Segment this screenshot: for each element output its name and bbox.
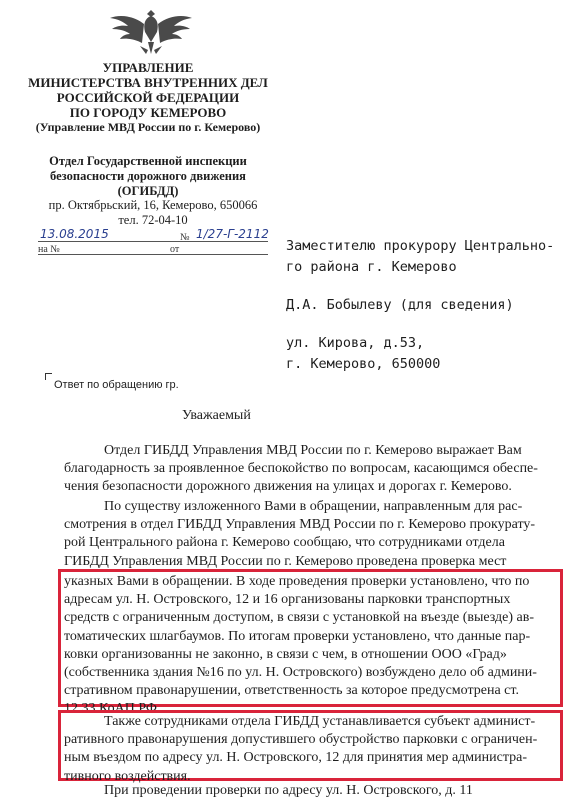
na-label: на № xyxy=(38,244,60,255)
subject-corner-mark xyxy=(45,373,52,380)
paragraph-gratitude xyxy=(64,442,554,497)
addressee-line: ул. Кирова, д.53, xyxy=(286,335,425,351)
paragraph-responsible xyxy=(64,713,554,786)
body-line: По существу изложенного Вами в обращении, направленным для рас- xyxy=(104,499,523,514)
body-line: адресам ул. Н. Островского, 12 и 16 организованы парковки транспортных xyxy=(64,592,511,608)
department-line: (ОГИБДД) xyxy=(117,184,179,198)
cutoff-line xyxy=(64,782,554,798)
body-line: ГИБДД Управления МВД России по г. Кемерово проведена проверка мест xyxy=(64,553,507,569)
department-line: Отдел Государственной инспекции xyxy=(49,154,247,168)
body-line: При проведении проверки по адресу ул. Н. Островского, д. 11 xyxy=(104,783,473,798)
addressee-line xyxy=(286,278,554,295)
body-line: чения безопасности дорожного движения на улицах и дорогах г. Кемерово. xyxy=(64,479,512,495)
body-line: стративном правонарушении, ответственность за которое предусмотрена ст. xyxy=(64,683,519,699)
body-line: ковки организованны не законно, в связи с чем, в отношении ООО «Град» xyxy=(64,646,507,662)
handwritten-date: 13.08.2015 xyxy=(40,227,109,241)
number-sign: № xyxy=(180,232,190,243)
paragraph-findings xyxy=(64,573,554,719)
addressee-line: Заместителю прокурору Центрально- xyxy=(286,238,555,254)
greeting: Уважаемый xyxy=(182,408,251,423)
body-line: Отдел ГИБДД Управления МВД России по г. Кемерово выражает Вам xyxy=(104,443,522,458)
body-line: томатических шлагбаумов. По итогам проверки установлено, что данные пар- xyxy=(64,628,531,644)
body-line: (собственника здания №16 по ул. Н. Островского) возбуждено дело об админи- xyxy=(64,665,537,681)
eagle-emblem-icon xyxy=(106,4,196,60)
date-underline xyxy=(38,241,268,242)
title-line: УПРАВЛЕНИЕ xyxy=(102,60,194,75)
body-line: указных Вами в обращении. В ходе проведения проверки установлено, что по xyxy=(64,574,530,589)
addressee-block xyxy=(286,236,554,375)
department-phone: тел. 72-04-10 xyxy=(118,213,188,227)
title-line: ПО ГОРОДУ КЕМЕРОВО xyxy=(69,105,227,120)
title-line: РОССИЙСКОЙ ФЕДЕРАЦИИ xyxy=(56,90,240,105)
body-line: рой Центрального района г. Кемерово сообщаю, что сотрудниками отдела xyxy=(64,535,505,551)
body-line: тивного воздействия. xyxy=(64,768,191,784)
addressee-line: Д.А. Бобылеву (для сведения) xyxy=(286,297,514,313)
body-line: средств с ограниченным доступом, в связи с установкой на въезде (выезде) ав- xyxy=(64,610,535,626)
addressee-line: го района г. Кемерово xyxy=(286,259,457,275)
body-line: ным въездом по адресу ул. Н. Островского, 12 для принятия мер администра- xyxy=(64,750,528,766)
title-line: (Управление МВД России по г. Кемерово) xyxy=(35,120,261,134)
handwritten-number: 1/27-Г-2112 xyxy=(196,227,269,241)
ot-label: от xyxy=(170,244,180,255)
ministry-title xyxy=(10,60,286,135)
body-line: смотрения в отдел ГИБДД Управления МВД России по г. Кемерово прокурату- xyxy=(64,517,536,533)
paragraph-inspection-intro xyxy=(64,498,554,571)
ref-underline xyxy=(38,254,268,255)
body-line: Также сотрудниками отдела ГИБДД устанавливается субъект админист- xyxy=(104,714,536,729)
body-line: ративного правонарушения допустившего обустройство парковки с ограничен- xyxy=(64,732,538,748)
title-line: МИНИСТЕРСТВА ВНУТРЕННИХ ДЕЛ xyxy=(28,75,268,90)
department-line: безопасности дорожного движения xyxy=(50,169,246,183)
subject-line: Ответ по обращению гр. xyxy=(54,379,179,391)
department-title xyxy=(10,154,286,199)
body-line: благодарность за проявленное беспокойство по вопросам, касающимся обеспе- xyxy=(64,461,538,477)
body-line: 12.33 КоАП РФ. xyxy=(64,701,161,717)
addressee-line: г. Кемерово, 650000 xyxy=(286,356,441,372)
department-address: пр. Октябрьский, 16, Кемерово, 650066 xyxy=(48,198,258,212)
addressee-line xyxy=(286,316,554,333)
